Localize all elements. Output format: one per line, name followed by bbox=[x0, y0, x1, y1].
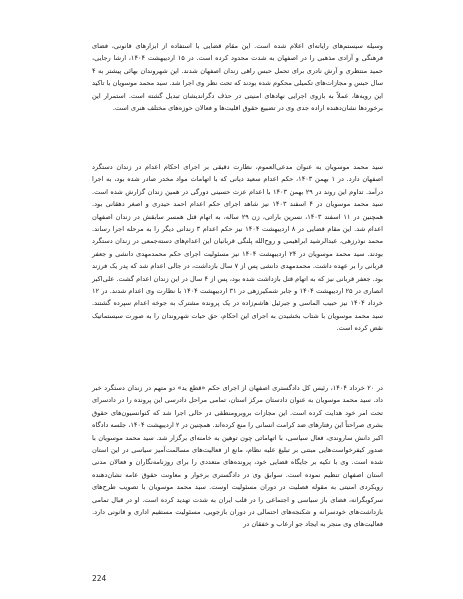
paragraph-1: وسیله سیستم‌های رایانه‌ای اعلام شده است. این مقام قضایی با استفاده از ابزارهای قانونی، فضای فرهنگی و آزادی مذهبی را در اصفهان به شدت محدود کرده است. در ۱۵ اردیبهشت ۱۴۰۴، ارشا رجایی، حمید منتظری و آرش نادری برای تحمل حبس راهی زندان اصفهان شدند. این شهروندان بهائی پیشتر به ۴ سال حبس و مجازات‌های تکمیلی محکوم شده بودند که تحت نظر وی اجرا شد. سید محمد موسویان با تاکید این رویه‌ها، عملاً به بازوی اجرایی نهادهای امنیتی در حذف دگراندیشان تبدیل گشته است. استمرار این برخوردها نشان‌دهنده اراده جدی وی در تضییع حقوق اقلیت‌ها و فعالان حوزه‌های مختلف هنری است. bbox=[92, 42, 383, 113]
paragraph-3: در ۲۰ خرداد ۱۴۰۴، رئیس کل دادگستری اصفهان از اجرای حکم «قطع ید» دو متهم در زندان دستگرد خبر داد. سید محمد موسویان به عنوان دادستان مرکز استان، تمامی مراحل دادرسی این پرونده را در دادسرای تحت امر خود هدایت کرده است. این مجازات بروبرومنطقی در حالی اجرا شد که کنوانسیون‌های حقوق بشری صراحتاً این رفتارهای ضد کرامت انسانی را منع کرده‌اند. همچنین در ۲ اردیبهشت ۱۴۰۴، جلسه دادگاه اکبر دانش ساروندی، فعال سیاسی، با اتهاماتی چون توهین به خامنه‌ای برگزار شد. سید محمد موسویان با صدور کیفرخواست‌هایی مبتنی بر تبلیغ علیه نظام، مانع از فعالیت‌های مسالمت‌آمیز سیاسی در این استان شده است. وی با تکیه بر جایگاه قضایی خود، پرونده‌های متعددی را برای روزنامه‌نگاران و فعالان مدنی استان اصفهان تنظیم نموده است. سوابق وی در دادگستری برخوار و معاونت حقوق عامه نشان‌دهنده رویکردی امنیتی به مقوله فصلیت در دوران مسئولیت اوست. سید محمد موسویان با تصویب طرح‌های سرکوبگرانه، فضای باز سیاسی و اجتماعی را در قلب ایران به شدت تهدید کرده است. او در قبال تمامی بازداشت‌های خودسرانه و شکنجه‌های احتمالی در دوران بازجویی، مسئولیت مستقیم اداری و قانونی دارد. فعالیت‌های وی منجر به ایجاد جو ارعاب و خفقان در bbox=[92, 384, 383, 529]
paragraph-2: سید محمد موسویان به عنوان مدعی‌العموم، نظارت دقیقی بر اجرای احکام اعدام در زندان دستگرد اصفهان دارد. در ۱ بهمن ۱۴۰۳، حکم اعدام سعید دیانی که با اتهامات مواد مخدر صادر شده بود، به اجرا درآمد. تداوم این روند در ۲۹ بهمن ۱۴۰۳ با اعدام عزت حسینی دورگی در همین زندان گزارش شده است. سید محمد موسویان در ۴ اسفند ۱۴۰۳ نیز شاهد اجرای حکم اعدام احمد حیدری و اصغر دهقانی بود. همچنین در ۱۱ اسفند ۱۴۰۳، نسرین باراتی، زن ۲۹ ساله، به اتهام قتل همسر سابقش در زندان اصفهان اعدام شد. این مقام قضایی در ۸ اردیبهشت ۱۴۰۴ نیز حکم اعدام ۳ زندانی دیگر را به مرحله اجرا رساند. محمد نوذرزهی، عبدالرشید ابراهیمی و روح‌الله پلنگی قربانیان این اعدام‌های دسته‌جمعی در زندان دستگرد بودند. سید محمد موسویان در ۲۴ اردیبهشت ۱۴۰۴ نیز مسئولیت اجرای حکم محمدمهدی دانشی و جعفر قربانی را بر عهده داشت. محمدمهدی دانشی پس از ۷ سال بازداشت، در جالی اعدام شد که پدر یک فرزند بود. جعفر قربانی نیز که به اتهام قتل بازداشت شده بود، پس از ۴ سال در این زندان اعدام گشت. علی‌اکبر انصاری در ۲۵ اردیبهشت ۱۴۰۴ و جابر شمکیرزهی در ۳۱ اردیبهشت ۱۴۰۴ با نظارت وی اعدام شدند. در ۱۲ خرداد ۱۴۰۴ نیز حبیب الماسی و جبرئیل هاشم‌زاده در یک پرونده مشترک به جوخه اعدام سپرده گشتند. سید محمد موسویان با شتاب بخشیدن به اجرای این احکام، حق حیات شهروندان را به صورت سیستماتیک نقض کرده است. bbox=[92, 163, 384, 333]
page-number: 224 bbox=[92, 574, 107, 583]
